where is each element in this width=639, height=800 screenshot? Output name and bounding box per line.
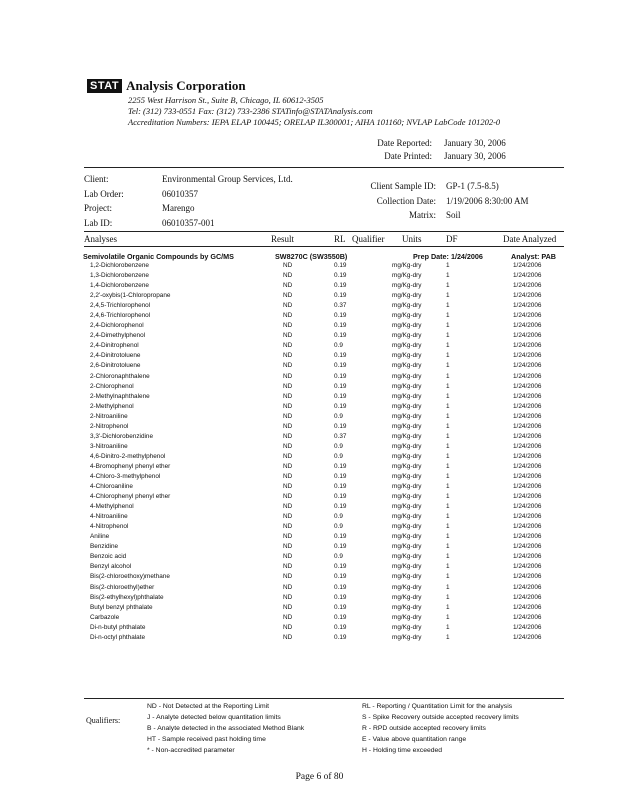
- table-bottom-divider: [84, 698, 564, 699]
- units-value: mg/Kg-dry: [392, 302, 422, 310]
- date-analyzed-value: 1/24/2006: [513, 503, 542, 511]
- footnotes-right: [362, 703, 519, 758]
- df-value: 1: [446, 452, 450, 460]
- units-value: mg/Kg-dry: [392, 493, 422, 501]
- units-value: mg/Kg-dry: [392, 533, 422, 541]
- df-value: 1: [446, 543, 450, 551]
- rl-value: 0.19: [334, 352, 347, 360]
- rl-value: 0.19: [334, 583, 347, 591]
- analyte-name: 2,6-Dinitrotoluene: [90, 362, 141, 370]
- collection-date-label: Collection Date:: [376, 195, 436, 206]
- rl-value: 0.19: [334, 272, 347, 280]
- col-rl: RL: [334, 234, 346, 244]
- col-qualifier: Qualifier: [352, 234, 385, 244]
- rl-value: 0.19: [334, 282, 347, 290]
- analyte-name: Bis(2-chloroethyl)ether: [90, 583, 155, 591]
- company-contact: Tel: (312) 733-0551 Fax: (312) 733-2386 STATinfo@STATAnalysis.com: [128, 106, 373, 116]
- analyte-name: 1,4-Dichlorobenzene: [90, 282, 149, 290]
- df-value: 1: [446, 412, 450, 420]
- units-value: mg/Kg-dry: [392, 633, 422, 641]
- date-analyzed-value: 1/24/2006: [513, 452, 542, 460]
- report-dates: [340, 138, 506, 164]
- units-value: mg/Kg-dry: [392, 623, 422, 631]
- date-printed-value: January 30, 2006: [444, 151, 506, 161]
- df-value: 1: [446, 312, 450, 320]
- matrix-label: Matrix:: [409, 210, 436, 220]
- company-address: 2255 West Harrison St., Suite B, Chicago, IL 60612-3505: [128, 95, 324, 105]
- analyte-name: 4-Methylphenol: [90, 503, 134, 511]
- rl-value: 0.37: [334, 432, 347, 440]
- analyte-name: Di-n-butyl phthalate: [90, 623, 146, 631]
- lab-order-value: 06010357: [162, 188, 198, 199]
- df-value: 1: [446, 422, 450, 430]
- date-analyzed-value: 1/24/2006: [513, 372, 542, 380]
- result-value: ND: [283, 563, 293, 571]
- date-analyzed-value: 1/24/2006: [513, 262, 542, 269]
- result-value: ND: [283, 613, 293, 621]
- rl-value: 0.19: [334, 422, 347, 430]
- rl-value: 0.9: [334, 513, 343, 521]
- df-value: 1: [446, 362, 450, 370]
- rl-value: 0.9: [334, 412, 343, 420]
- result-value: ND: [283, 442, 293, 450]
- footnotes-left: [147, 703, 304, 758]
- date-reported-value: January 30, 2006: [444, 138, 506, 148]
- footnote-b: B - Analyte detected in the associated Method Blank: [147, 725, 305, 732]
- result-value: ND: [283, 302, 293, 310]
- result-value: ND: [283, 452, 293, 460]
- col-date-analyzed: Date Analyzed: [503, 234, 557, 244]
- analyst: Analyst: PAB: [511, 252, 556, 261]
- date-printed-label: Date Printed:: [384, 151, 432, 161]
- result-value: ND: [283, 513, 293, 521]
- analyte-name: 2,4,5-Trichlorophenol: [90, 302, 151, 310]
- units-value: mg/Kg-dry: [392, 332, 422, 340]
- logo-mark: STAT: [87, 79, 122, 93]
- rl-value: 0.19: [334, 472, 347, 480]
- footnote-h: H - Holding time exceeded: [362, 747, 443, 754]
- date-analyzed-value: 1/24/2006: [513, 432, 542, 440]
- units-value: mg/Kg-dry: [392, 462, 422, 470]
- df-value: 1: [446, 342, 450, 350]
- result-value: ND: [283, 503, 293, 511]
- result-value: ND: [283, 282, 293, 290]
- df-value: 1: [446, 553, 450, 561]
- analyte-name: 4-Chlorophenyl phenyl ether: [90, 493, 171, 501]
- date-analyzed-value: 1/24/2006: [513, 472, 542, 480]
- analyte-name: 2,4,6-Trichlorophenol: [90, 312, 151, 320]
- company-logo: [87, 78, 246, 94]
- col-analyses: Analyses: [84, 234, 117, 244]
- rl-value: 0.19: [334, 543, 347, 551]
- units-value: mg/Kg-dry: [392, 262, 422, 269]
- units-value: mg/Kg-dry: [392, 422, 422, 430]
- method-code: SW8270C (SW3550B): [275, 252, 348, 261]
- df-value: 1: [446, 462, 450, 470]
- result-value: ND: [283, 372, 293, 380]
- analyte-name: Carbazole: [90, 613, 120, 621]
- rl-value: 0.9: [334, 523, 343, 531]
- result-value: ND: [283, 462, 293, 470]
- result-value: ND: [283, 533, 293, 541]
- rl-value: 0.19: [334, 623, 347, 631]
- rl-value: 0.37: [334, 302, 347, 310]
- result-value: ND: [283, 292, 293, 300]
- df-value: 1: [446, 382, 450, 390]
- date-analyzed-value: 1/24/2006: [513, 312, 542, 320]
- df-value: 1: [446, 332, 450, 340]
- units-value: mg/Kg-dry: [392, 372, 422, 380]
- analyte-name: 4-Nitroaniline: [90, 513, 128, 521]
- df-value: 1: [446, 613, 450, 621]
- info-divider: [84, 231, 564, 232]
- rl-value: 0.19: [334, 382, 347, 390]
- units-value: mg/Kg-dry: [392, 432, 422, 440]
- date-analyzed-value: 1/24/2006: [513, 362, 542, 370]
- date-analyzed-value: 1/24/2006: [513, 292, 542, 300]
- units-value: mg/Kg-dry: [392, 272, 422, 280]
- footnote-j: J - Analyte detected below quantitation limits: [147, 714, 281, 721]
- df-value: 1: [446, 292, 450, 300]
- analyte-name: 2-Nitroaniline: [90, 412, 128, 420]
- units-value: mg/Kg-dry: [392, 483, 422, 491]
- units-value: mg/Kg-dry: [392, 442, 422, 450]
- rl-value: 0.9: [334, 342, 343, 350]
- sample-id-label: Client Sample ID:: [370, 181, 436, 191]
- date-analyzed-value: 1/24/2006: [513, 593, 542, 601]
- date-analyzed-value: 1/24/2006: [513, 422, 542, 430]
- units-value: mg/Kg-dry: [392, 583, 422, 591]
- units-value: mg/Kg-dry: [392, 563, 422, 571]
- analyte-name: 2,4-Dichlorophenol: [90, 322, 144, 330]
- date-analyzed-value: 1/24/2006: [513, 332, 542, 340]
- date-analyzed-value: 1/24/2006: [513, 623, 542, 631]
- date-analyzed-value: 1/24/2006: [513, 302, 542, 310]
- date-analyzed-value: 1/24/2006: [513, 523, 542, 531]
- df-value: 1: [446, 352, 450, 360]
- result-value: ND: [283, 262, 293, 269]
- result-value: ND: [283, 472, 293, 480]
- analyte-name: 4-Chloro-3-methylphenol: [90, 472, 161, 480]
- rl-value: 0.19: [334, 402, 347, 410]
- footnote-s: S - Spike Recovery outside accepted recovery limits: [362, 714, 519, 721]
- df-value: 1: [446, 633, 450, 641]
- date-analyzed-value: 1/24/2006: [513, 563, 542, 571]
- date-analyzed-value: 1/24/2006: [513, 412, 542, 420]
- footnote-ht: HT - Sample received past holding time: [147, 736, 266, 743]
- date-analyzed-value: 1/24/2006: [513, 603, 542, 611]
- units-value: mg/Kg-dry: [392, 593, 422, 601]
- df-value: 1: [446, 442, 450, 450]
- client-label: Client:: [84, 174, 109, 184]
- col-result: Result: [271, 234, 295, 244]
- units-value: mg/Kg-dry: [392, 292, 422, 300]
- date-analyzed-value: 1/24/2006: [513, 513, 542, 521]
- result-value: ND: [283, 593, 293, 601]
- rl-value: 0.19: [334, 613, 347, 621]
- df-value: 1: [446, 583, 450, 591]
- rl-value: 0.19: [334, 483, 347, 491]
- date-analyzed-value: 1/24/2006: [513, 573, 542, 581]
- result-value: ND: [283, 623, 293, 631]
- lab-id-label: Lab ID:: [84, 217, 113, 228]
- result-value: ND: [283, 412, 293, 420]
- analyte-name: 4-Nitrophenol: [90, 523, 129, 531]
- df-value: 1: [446, 593, 450, 601]
- analyte-name: Aniline: [90, 533, 110, 541]
- units-value: mg/Kg-dry: [392, 382, 422, 390]
- footnote-e: E - Value above quantitation range: [362, 736, 467, 743]
- units-value: mg/Kg-dry: [392, 282, 422, 290]
- collection-date-value: 1/19/2006 8:30:00 AM: [446, 195, 529, 206]
- df-value: 1: [446, 603, 450, 611]
- df-value: 1: [446, 483, 450, 491]
- result-value: ND: [283, 523, 293, 531]
- df-value: 1: [446, 432, 450, 440]
- df-value: 1: [446, 322, 450, 330]
- df-value: 1: [446, 392, 450, 400]
- units-value: mg/Kg-dry: [392, 322, 422, 330]
- units-value: mg/Kg-dry: [392, 553, 422, 561]
- rl-value: 0.19: [334, 573, 347, 581]
- column-divider: [84, 246, 564, 247]
- result-value: ND: [283, 483, 293, 491]
- result-value: ND: [283, 312, 293, 320]
- result-value: ND: [283, 603, 293, 611]
- analyte-name: 3-Nitroaniline: [90, 442, 128, 450]
- sample-info: [344, 181, 529, 225]
- date-analyzed-value: 1/24/2006: [513, 342, 542, 350]
- date-analyzed-value: 1/24/2006: [513, 633, 542, 641]
- result-value: ND: [283, 633, 293, 641]
- result-value: ND: [283, 422, 293, 430]
- client-value: Environmental Group Services, Ltd.: [162, 174, 293, 184]
- result-value: ND: [283, 352, 293, 360]
- units-value: mg/Kg-dry: [392, 513, 422, 521]
- df-value: 1: [446, 402, 450, 410]
- result-value: ND: [283, 493, 293, 501]
- date-analyzed-value: 1/24/2006: [513, 493, 542, 501]
- date-analyzed-value: 1/24/2006: [513, 543, 542, 551]
- df-value: 1: [446, 623, 450, 631]
- rl-value: 0.19: [334, 462, 347, 470]
- rl-value: 0.19: [334, 332, 347, 340]
- result-value: ND: [283, 553, 293, 561]
- units-value: mg/Kg-dry: [392, 523, 422, 531]
- result-value: ND: [283, 392, 293, 400]
- analyte-name: 4-Chloroaniline: [90, 483, 133, 491]
- rl-value: 0.19: [334, 593, 347, 601]
- df-value: 1: [446, 563, 450, 571]
- units-value: mg/Kg-dry: [392, 412, 422, 420]
- result-value: ND: [283, 573, 293, 581]
- result-value: ND: [283, 272, 293, 280]
- df-value: 1: [446, 533, 450, 541]
- units-value: mg/Kg-dry: [392, 472, 422, 480]
- analyte-name: Benzoic acid: [90, 553, 127, 561]
- rl-value: 0.19: [334, 563, 347, 571]
- analyte-name: Benzyl alcohol: [90, 563, 132, 571]
- units-value: mg/Kg-dry: [392, 352, 422, 360]
- lab-id-value: 06010357-001: [162, 217, 215, 228]
- analyte-name: 2-Methylnaphthalene: [90, 392, 150, 400]
- df-value: 1: [446, 372, 450, 380]
- analyte-name: 4,6-Dinitro-2-methylphenol: [90, 452, 166, 460]
- result-value: ND: [283, 402, 293, 410]
- units-value: mg/Kg-dry: [392, 362, 422, 370]
- result-value: ND: [283, 432, 293, 440]
- df-value: 1: [446, 523, 450, 531]
- analyte-name: Butyl benzyl phthalate: [90, 603, 153, 611]
- analyte-name: 2-Methylphenol: [90, 402, 134, 410]
- project-label: Project:: [84, 203, 112, 213]
- analyte-name: 2-Nitrophenol: [90, 422, 129, 430]
- date-analyzed-value: 1/24/2006: [513, 282, 542, 290]
- analyte-name: 2-Chlorophenol: [90, 382, 134, 390]
- rl-value: 0.19: [334, 603, 347, 611]
- lab-order-label: Lab Order:: [84, 188, 124, 199]
- sample-id-value: GP-1 (7.5-8.5): [446, 181, 499, 191]
- col-units: Units: [402, 234, 422, 244]
- col-df: DF: [446, 234, 458, 244]
- date-reported-label: Date Reported:: [377, 138, 432, 148]
- units-value: mg/Kg-dry: [392, 603, 422, 611]
- rl-value: 0.19: [334, 362, 347, 370]
- analyte-name: 2,4-Dinitrophenol: [90, 342, 139, 350]
- rl-value: 0.9: [334, 553, 343, 561]
- rl-value: 0.19: [334, 322, 347, 330]
- analyte-name: Bis(2-ethylhexyl)phthalate: [90, 593, 164, 601]
- rl-value: 0.19: [334, 292, 347, 300]
- footnote-star: * - Non-accredited parameter: [147, 747, 235, 754]
- date-analyzed-value: 1/24/2006: [513, 402, 542, 410]
- rl-value: 0.19: [334, 493, 347, 501]
- analyte-name: 2,4-Dinitrotoluene: [90, 352, 141, 360]
- date-analyzed-value: 1/24/2006: [513, 392, 542, 400]
- df-value: 1: [446, 272, 450, 280]
- date-analyzed-value: 1/24/2006: [513, 272, 542, 280]
- result-value: ND: [283, 362, 293, 370]
- date-analyzed-value: 1/24/2006: [513, 382, 542, 390]
- page-number: Page 6 of 80: [295, 772, 344, 782]
- company-name: Analysis Corporation: [126, 78, 246, 93]
- project-value: Marengo: [162, 203, 195, 213]
- analyte-name: 2,4-Dimethylphenol: [90, 332, 146, 340]
- date-analyzed-value: 1/24/2006: [513, 553, 542, 561]
- qualifiers-label: Qualifiers:: [86, 716, 121, 725]
- df-value: 1: [446, 503, 450, 511]
- date-analyzed-value: 1/24/2006: [513, 322, 542, 330]
- units-value: mg/Kg-dry: [392, 573, 422, 581]
- footnote-r: R - RPD outside accepted recovery limits: [362, 725, 486, 732]
- client-info: [84, 174, 293, 232]
- method-name: Semivolatile Organic Compounds by GC/MS: [83, 252, 234, 261]
- df-value: 1: [446, 573, 450, 581]
- units-value: mg/Kg-dry: [392, 613, 422, 621]
- date-analyzed-value: 1/24/2006: [513, 442, 542, 450]
- analyte-name: 2,2'-oxybis(1-Chloropropane: [90, 292, 171, 300]
- date-analyzed-value: 1/24/2006: [513, 352, 542, 360]
- date-analyzed-value: 1/24/2006: [513, 583, 542, 591]
- footnote-nd: ND - Not Detected at the Reporting Limit: [147, 703, 270, 710]
- rl-value: 0.9: [334, 452, 343, 460]
- accreditation-numbers: Accreditation Numbers: IEPA ELAP 100445; ORELAP IL300001; AIHA 101160; NVLAP LabCode 101202-0: [128, 117, 501, 127]
- result-value: ND: [283, 543, 293, 551]
- result-value: ND: [283, 322, 293, 330]
- units-value: mg/Kg-dry: [392, 543, 422, 551]
- df-value: 1: [446, 262, 450, 269]
- rl-value: 0.19: [334, 503, 347, 511]
- result-value: ND: [283, 382, 293, 390]
- analyte-name: 2-Chloronaphthalene: [90, 372, 150, 380]
- units-value: mg/Kg-dry: [392, 503, 422, 511]
- df-value: 1: [446, 302, 450, 310]
- date-analyzed-value: 1/24/2006: [513, 483, 542, 491]
- units-value: mg/Kg-dry: [392, 342, 422, 350]
- analyte-name: 3,3'-Dichlorobenzidine: [90, 432, 154, 440]
- result-value: ND: [283, 332, 293, 340]
- rl-value: 0.9: [334, 442, 343, 450]
- rl-value: 0.19: [334, 372, 347, 380]
- date-analyzed-value: 1/24/2006: [513, 462, 542, 470]
- analyte-name: Benzidine: [90, 543, 119, 551]
- rl-value: 0.19: [334, 392, 347, 400]
- rl-value: 0.19: [334, 312, 347, 320]
- header-divider: [84, 167, 564, 168]
- analyte-name: 1,3-Dichlorobenzene: [90, 272, 149, 280]
- footnote-rl: RL - Reporting / Quantitation Limit for the analysis: [362, 703, 513, 710]
- df-value: 1: [446, 493, 450, 501]
- rl-value: 0.19: [334, 533, 347, 541]
- df-value: 1: [446, 282, 450, 290]
- analyte-name: Di-n-octyl phthalate: [90, 633, 146, 641]
- df-value: 1: [446, 472, 450, 480]
- rl-value: 0.19: [334, 262, 347, 269]
- units-value: mg/Kg-dry: [392, 452, 422, 460]
- matrix-value: Soil: [446, 210, 461, 220]
- date-analyzed-value: 1/24/2006: [513, 613, 542, 621]
- df-value: 1: [446, 513, 450, 521]
- units-value: mg/Kg-dry: [392, 402, 422, 410]
- units-value: mg/Kg-dry: [392, 392, 422, 400]
- result-value: ND: [283, 342, 293, 350]
- date-analyzed-value: 1/24/2006: [513, 533, 542, 541]
- analyte-name: Bis(2-chloroethoxy)methane: [90, 573, 170, 581]
- prep-date: Prep Date: 1/24/2006: [413, 252, 483, 261]
- rl-value: 0.19: [334, 633, 347, 641]
- analyte-name: 4-Bromophenyl phenyl ether: [90, 462, 171, 470]
- units-value: mg/Kg-dry: [392, 312, 422, 320]
- result-value: ND: [283, 583, 293, 591]
- analyte-name: 1,2-Dichlorobenzene: [90, 262, 149, 269]
